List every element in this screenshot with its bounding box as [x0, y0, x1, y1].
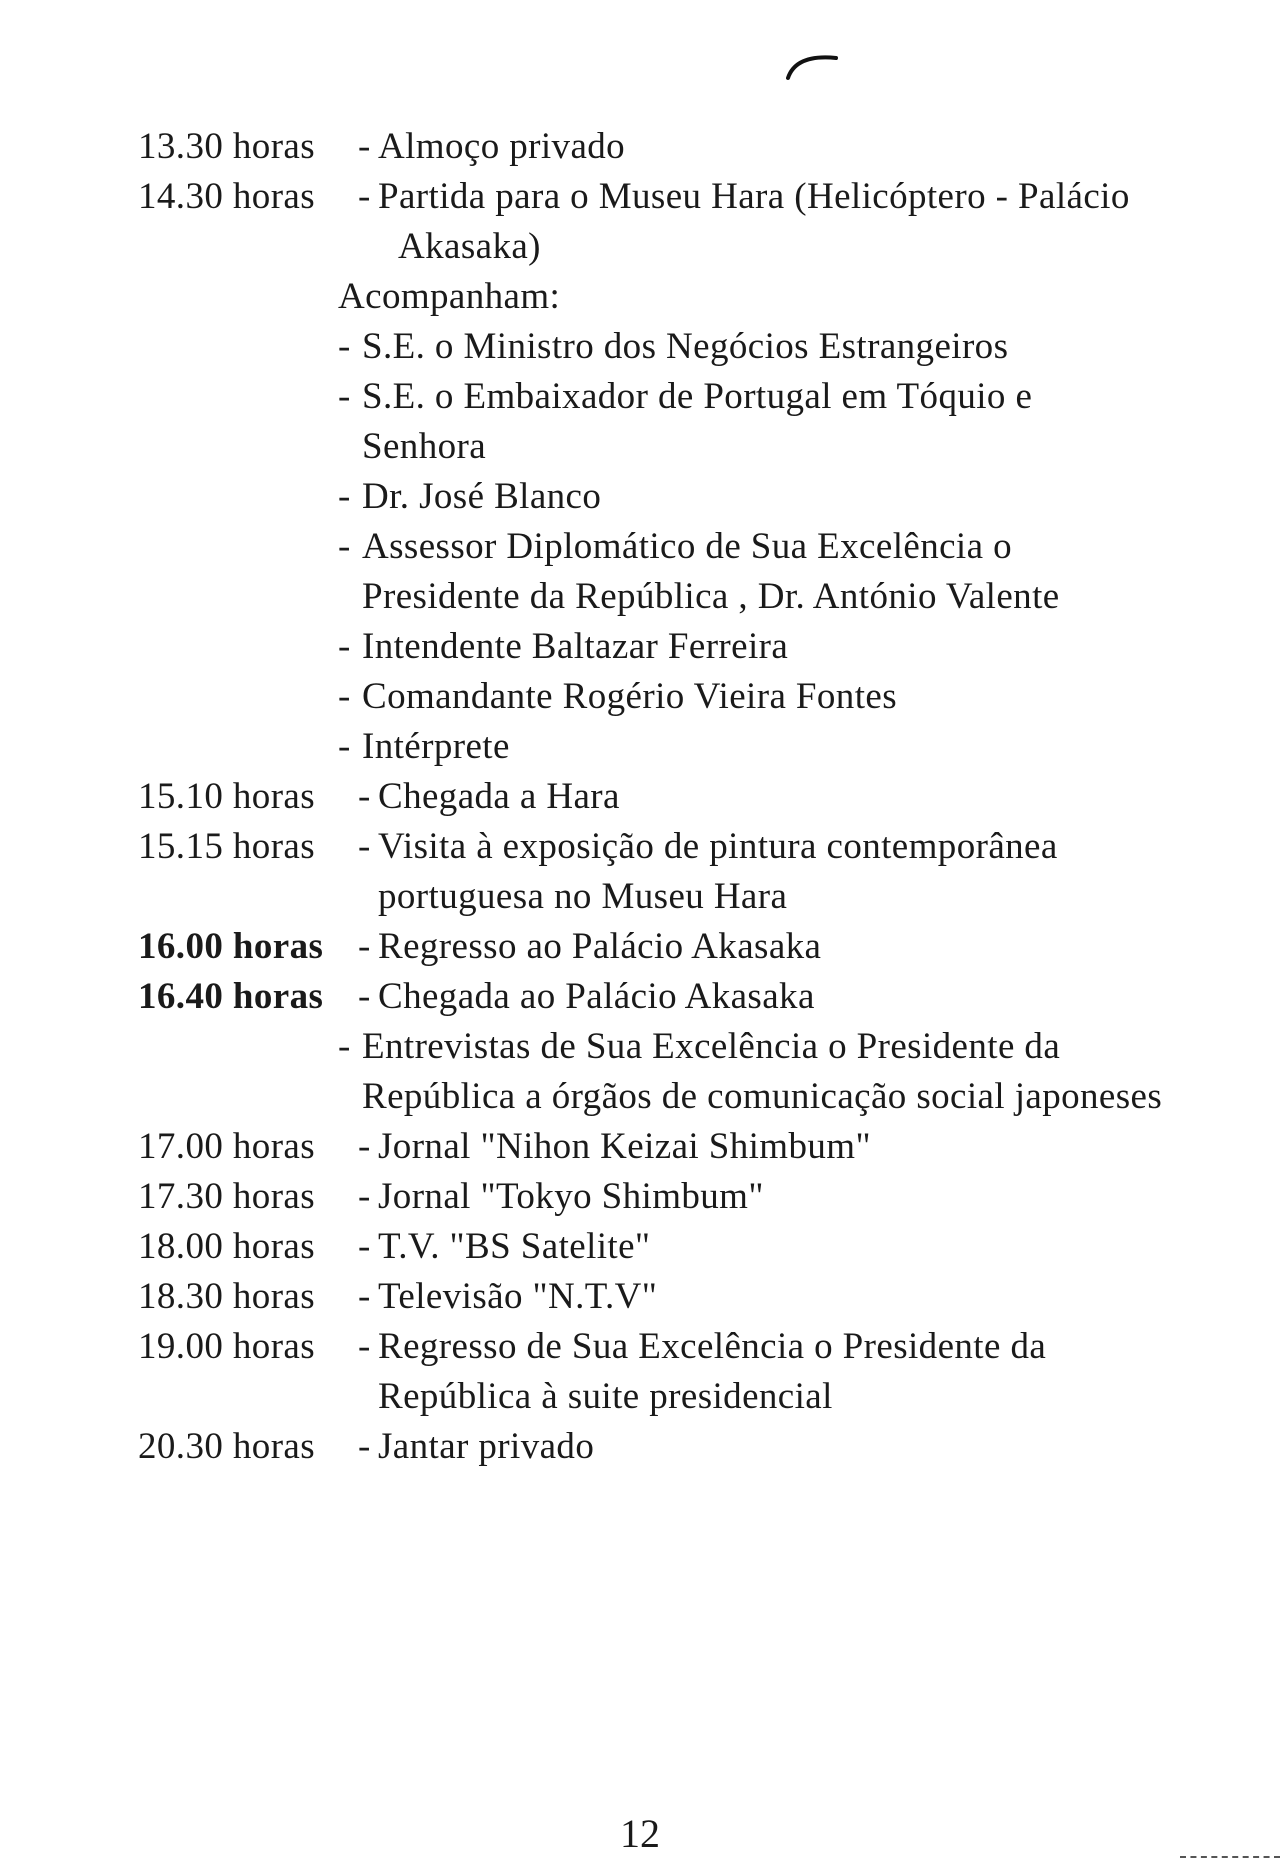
- schedule-entry: [138, 1422, 1218, 1472]
- schedule-entry: [138, 1172, 1218, 1222]
- schedule-entry: [138, 972, 1218, 1022]
- item-dash: -: [338, 376, 351, 417]
- entry-text: T.V. "BS Satelite": [378, 1226, 651, 1267]
- entry-separator: -: [358, 926, 371, 967]
- entry-separator: -: [358, 1176, 371, 1217]
- entry-text: Almoço privado: [378, 126, 626, 167]
- item-text: Comandante Rogério Vieira Fontes: [362, 676, 897, 717]
- schedule-entry: [138, 1272, 1218, 1322]
- entry-text: Regresso de Sua Excelência o Presidente da: [378, 1326, 1047, 1367]
- entry-time: 17.00 horas: [138, 1126, 316, 1167]
- list-item: [338, 472, 1218, 522]
- entry-text: República à suite presidencial: [378, 1376, 833, 1417]
- entry-time: 19.00 horas: [138, 1326, 316, 1367]
- item-text: Intendente Baltazar Ferreira: [362, 626, 789, 667]
- entry-separator: -: [358, 776, 371, 817]
- entry-separator: -: [358, 126, 371, 167]
- item-text: Dr. José Blanco: [362, 476, 602, 517]
- entry-time: 16.40 horas: [138, 976, 324, 1017]
- accompany-title: Acompanham:: [338, 276, 561, 317]
- entry-time: 16.00 horas: [138, 926, 324, 967]
- entry-time: 18.30 horas: [138, 1276, 316, 1317]
- list-item: [338, 372, 1218, 472]
- entry-text: Chegada ao Palácio Akasaka: [378, 976, 815, 1017]
- item-text: República a órgãos de comunicação social japoneses: [362, 1076, 1163, 1117]
- item-text: Intérprete: [362, 726, 510, 767]
- item-text: S.E. o Ministro dos Negócios Estrangeiros: [362, 326, 1009, 367]
- list-item: [338, 322, 1218, 372]
- schedule-entry: [138, 1122, 1218, 1172]
- list-item: [338, 1022, 1218, 1122]
- schedule-entry: [138, 822, 1218, 922]
- entry-time: 13.30 horas: [138, 126, 316, 167]
- entry-separator: -: [358, 1426, 371, 1467]
- entry-separator: -: [358, 1326, 371, 1367]
- entry-time: 14.30 horas: [138, 176, 316, 217]
- entry-text: Chegada a Hara: [378, 776, 620, 817]
- entry-text: Regresso ao Palácio Akasaka: [378, 926, 822, 967]
- list-item: [338, 622, 1218, 672]
- entry-separator: -: [358, 976, 371, 1017]
- footer-rule: [1180, 1856, 1280, 1860]
- entry-text: Jornal "Tokyo Shimbum": [378, 1176, 764, 1217]
- schedule-entry: [138, 172, 1218, 272]
- entry-text: Jantar privado: [378, 1426, 595, 1467]
- entry-separator: -: [358, 1226, 371, 1267]
- item-text: Assessor Diplomático de Sua Excelência o: [362, 526, 1012, 567]
- entry-text: Akasaka): [398, 226, 541, 267]
- schedule-entry: [138, 772, 1218, 822]
- page-number: 12: [620, 1811, 660, 1856]
- item-dash: -: [338, 626, 351, 667]
- entry-time: 17.30 horas: [138, 1176, 316, 1217]
- accompany-list: [338, 272, 1218, 772]
- item-text: Entrevistas de Sua Excelência o Presidente da: [362, 1026, 1061, 1067]
- schedule-entry: [138, 1322, 1218, 1422]
- entry-time: 18.00 horas: [138, 1226, 316, 1267]
- entry-separator: -: [358, 826, 371, 867]
- item-text: Senhora: [362, 426, 487, 467]
- schedule-entry: [138, 122, 1218, 172]
- schedule: [138, 122, 1218, 1472]
- entry-separator: -: [358, 1276, 371, 1317]
- item-dash: -: [338, 676, 351, 717]
- item-dash: -: [338, 1026, 351, 1067]
- entry-text: portuguesa no Museu Hara: [378, 876, 788, 917]
- item-text: Presidente da República , Dr. António Valente: [362, 576, 1060, 617]
- item-text: S.E. o Embaixador de Portugal em Tóquio e: [362, 376, 1033, 417]
- interviews-block: [338, 1022, 1218, 1122]
- item-dash: -: [338, 526, 351, 567]
- entry-time: 20.30 horas: [138, 1426, 316, 1467]
- schedule-entry: [138, 1222, 1218, 1272]
- list-item: [338, 522, 1218, 622]
- list-item: [338, 672, 1218, 722]
- list-item: [338, 722, 1218, 772]
- item-dash: -: [338, 726, 351, 767]
- schedule-entry: [138, 922, 1218, 972]
- item-dash: -: [338, 476, 351, 517]
- entry-text: Jornal "Nihon Keizai Shimbum": [378, 1126, 871, 1167]
- item-dash: -: [338, 326, 351, 367]
- entry-time: 15.15 horas: [138, 826, 316, 867]
- entry-text: Visita à exposição de pintura contemporânea: [378, 826, 1058, 867]
- entry-time: 15.10 horas: [138, 776, 316, 817]
- entry-text: Televisão "N.T.V": [378, 1276, 658, 1317]
- entry-separator: -: [358, 176, 371, 217]
- scan-mark: [786, 48, 846, 88]
- entry-text: Partida para o Museu Hara (Helicóptero - Palácio: [378, 176, 1130, 217]
- entry-separator: -: [358, 1126, 371, 1167]
